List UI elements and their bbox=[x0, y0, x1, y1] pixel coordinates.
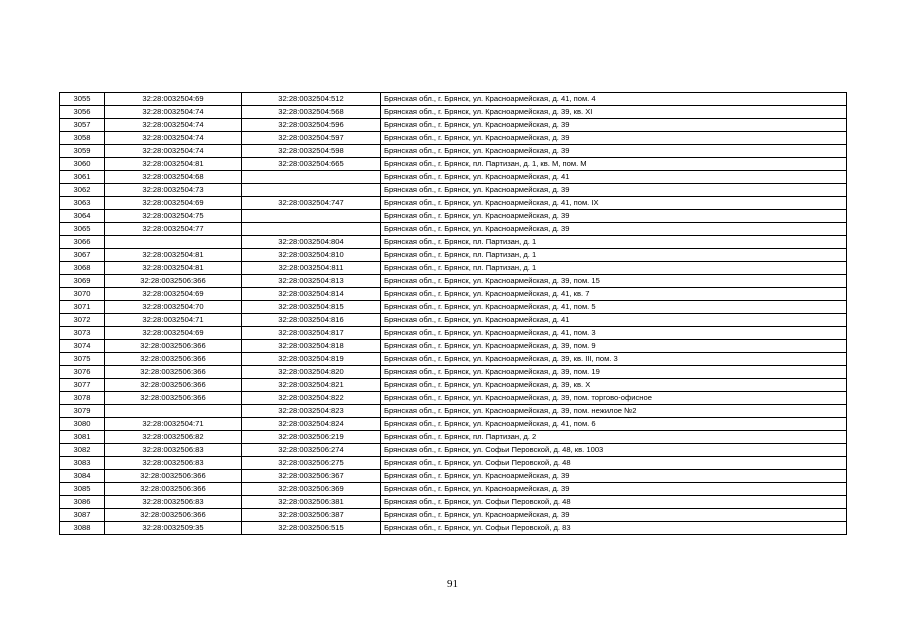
table-row bbox=[60, 509, 847, 522]
row-number-cell: 3080 bbox=[60, 418, 105, 431]
table-row bbox=[60, 119, 847, 132]
address-cell: Брянская обл., г. Брянск, ул. Красноармейская, д. 39 bbox=[381, 132, 847, 145]
row-number-cell: 3086 bbox=[60, 496, 105, 509]
address-cell: Брянская обл., г. Брянск, ул. Красноармейская, д. 41, пом. 5 bbox=[381, 301, 847, 314]
address-cell: Брянская обл., г. Брянск, ул. Красноармейская, д. 39, кв. XI bbox=[381, 106, 847, 119]
object-number-cell: 32:28:0032506:369 bbox=[242, 483, 381, 496]
parcel-number-cell: 32:28:0032504:71 bbox=[105, 314, 242, 327]
parcel-number-cell: 32:28:0032506:366 bbox=[105, 275, 242, 288]
parcel-number-cell: 32:28:0032504:81 bbox=[105, 262, 242, 275]
row-number-cell: 3061 bbox=[60, 171, 105, 184]
row-number-cell: 3060 bbox=[60, 158, 105, 171]
object-number-cell: 32:28:0032504:818 bbox=[242, 340, 381, 353]
row-number-cell: 3077 bbox=[60, 379, 105, 392]
row-number-cell: 3083 bbox=[60, 457, 105, 470]
parcel-number-cell: 32:28:0032509:35 bbox=[105, 522, 242, 535]
object-number-cell: 32:28:0032506:515 bbox=[242, 522, 381, 535]
object-number-cell: 32:28:0032504:597 bbox=[242, 132, 381, 145]
address-cell: Брянская обл., г. Брянск, ул. Красноармейская, д. 41, пом. 4 bbox=[381, 93, 847, 106]
table-row bbox=[60, 132, 847, 145]
row-number-cell: 3067 bbox=[60, 249, 105, 262]
address-cell: Брянская обл., г. Брянск, пл. Партизан, д. 1, кв. М, пом. М bbox=[381, 158, 847, 171]
parcel-number-cell bbox=[105, 236, 242, 249]
table-body bbox=[60, 93, 847, 535]
parcel-number-cell: 32:28:0032504:69 bbox=[105, 93, 242, 106]
object-number-cell: 32:28:0032506:219 bbox=[242, 431, 381, 444]
row-number-cell: 3069 bbox=[60, 275, 105, 288]
row-number-cell: 3072 bbox=[60, 314, 105, 327]
row-number-cell: 3081 bbox=[60, 431, 105, 444]
object-number-cell: 32:28:0032504:804 bbox=[242, 236, 381, 249]
object-number-cell: 32:28:0032504:819 bbox=[242, 353, 381, 366]
object-number-cell: 32:28:0032504:665 bbox=[242, 158, 381, 171]
address-cell: Брянская обл., г. Брянск, ул. Красноармейская, д. 41, пом. IX bbox=[381, 197, 847, 210]
object-number-cell: 32:28:0032506:381 bbox=[242, 496, 381, 509]
object-number-cell bbox=[242, 223, 381, 236]
parcel-number-cell: 32:28:0032504:69 bbox=[105, 197, 242, 210]
object-number-cell: 32:28:0032504:747 bbox=[242, 197, 381, 210]
row-number-cell: 3065 bbox=[60, 223, 105, 236]
object-number-cell: 32:28:0032504:822 bbox=[242, 392, 381, 405]
table-row bbox=[60, 158, 847, 171]
table-row bbox=[60, 418, 847, 431]
address-cell: Брянская обл., г. Брянск, ул. Красноармейская, д. 39 bbox=[381, 470, 847, 483]
parcel-number-cell: 32:28:0032506:83 bbox=[105, 444, 242, 457]
object-number-cell bbox=[242, 171, 381, 184]
parcel-number-cell: 32:28:0032506:83 bbox=[105, 457, 242, 470]
document-table-container bbox=[59, 92, 846, 535]
object-number-cell: 32:28:0032504:512 bbox=[242, 93, 381, 106]
parcel-number-cell: 32:28:0032506:366 bbox=[105, 366, 242, 379]
row-number-cell: 3062 bbox=[60, 184, 105, 197]
parcel-number-cell: 32:28:0032506:366 bbox=[105, 353, 242, 366]
address-cell: Брянская обл., г. Брянск, ул. Красноармейская, д. 39 bbox=[381, 210, 847, 223]
object-number-cell: 32:28:0032506:275 bbox=[242, 457, 381, 470]
parcel-number-cell: 32:28:0032504:71 bbox=[105, 418, 242, 431]
address-cell: Брянская обл., г. Брянск, ул. Красноармейская, д. 39, пом. 9 bbox=[381, 340, 847, 353]
table-row bbox=[60, 314, 847, 327]
parcel-number-cell: 32:28:0032506:366 bbox=[105, 483, 242, 496]
table-row bbox=[60, 483, 847, 496]
row-number-cell: 3073 bbox=[60, 327, 105, 340]
parcel-number-cell: 32:28:0032504:69 bbox=[105, 327, 242, 340]
object-number-cell: 32:28:0032504:813 bbox=[242, 275, 381, 288]
address-cell: Брянская обл., г. Брянск, ул. Красноармейская, д. 41 bbox=[381, 171, 847, 184]
address-cell: Брянская обл., г. Брянск, ул. Софьи Перовской, д. 48 bbox=[381, 457, 847, 470]
row-number-cell: 3063 bbox=[60, 197, 105, 210]
table-row bbox=[60, 223, 847, 236]
address-cell: Брянская обл., г. Брянск, пл. Партизан, д. 1 bbox=[381, 249, 847, 262]
row-number-cell: 3057 bbox=[60, 119, 105, 132]
object-number-cell: 32:28:0032506:367 bbox=[242, 470, 381, 483]
address-cell: Брянская обл., г. Брянск, пл. Партизан, д. 2 bbox=[381, 431, 847, 444]
object-number-cell: 32:28:0032504:817 bbox=[242, 327, 381, 340]
address-cell: Брянская обл., г. Брянск, ул. Красноармейская, д. 39, кв. III, пом. 3 bbox=[381, 353, 847, 366]
address-cell: Брянская обл., г. Брянск, ул. Красноармейская, д. 39, пом. 19 bbox=[381, 366, 847, 379]
address-cell: Брянская обл., г. Брянск, ул. Красноармейская, д. 39 bbox=[381, 184, 847, 197]
row-number-cell: 3074 bbox=[60, 340, 105, 353]
object-number-cell: 32:28:0032504:596 bbox=[242, 119, 381, 132]
table-row bbox=[60, 197, 847, 210]
row-number-cell: 3082 bbox=[60, 444, 105, 457]
row-number-cell: 3058 bbox=[60, 132, 105, 145]
address-cell: Брянская обл., г. Брянск, ул. Красноармейская, д. 39, кв. X bbox=[381, 379, 847, 392]
address-cell: Брянская обл., г. Брянск, ул. Красноармейская, д. 39 bbox=[381, 223, 847, 236]
address-cell: Брянская обл., г. Брянск, ул. Софьи Перовской, д. 48 bbox=[381, 496, 847, 509]
parcel-number-cell: 32:28:0032506:82 bbox=[105, 431, 242, 444]
object-number-cell: 32:28:0032504:598 bbox=[242, 145, 381, 158]
address-cell: Брянская обл., г. Брянск, ул. Красноармейская, д. 39, пом. 15 bbox=[381, 275, 847, 288]
object-number-cell: 32:28:0032504:811 bbox=[242, 262, 381, 275]
parcel-number-cell: 32:28:0032504:74 bbox=[105, 106, 242, 119]
parcel-number-cell: 32:28:0032506:366 bbox=[105, 392, 242, 405]
parcel-number-cell: 32:28:0032504:69 bbox=[105, 288, 242, 301]
table-row bbox=[60, 327, 847, 340]
row-number-cell: 3087 bbox=[60, 509, 105, 522]
parcel-number-cell: 32:28:0032504:75 bbox=[105, 210, 242, 223]
table-row bbox=[60, 431, 847, 444]
parcel-number-cell: 32:28:0032506:83 bbox=[105, 496, 242, 509]
row-number-cell: 3075 bbox=[60, 353, 105, 366]
row-number-cell: 3066 bbox=[60, 236, 105, 249]
page-number: 91 bbox=[447, 578, 458, 590]
row-number-cell: 3071 bbox=[60, 301, 105, 314]
cadastral-table bbox=[59, 92, 847, 535]
object-number-cell: 32:28:0032504:815 bbox=[242, 301, 381, 314]
address-cell: Брянская обл., г. Брянск, ул. Красноармейская, д. 41, кв. 7 bbox=[381, 288, 847, 301]
row-number-cell: 3059 bbox=[60, 145, 105, 158]
table-row bbox=[60, 93, 847, 106]
parcel-number-cell: 32:28:0032506:366 bbox=[105, 509, 242, 522]
address-cell: Брянская обл., г. Брянск, ул. Красноармейская, д. 39, пом. нежилое №2 bbox=[381, 405, 847, 418]
table-row bbox=[60, 353, 847, 366]
parcel-number-cell: 32:28:0032504:74 bbox=[105, 132, 242, 145]
address-cell: Брянская обл., г. Брянск, ул. Красноармейская, д. 41, пом. 6 bbox=[381, 418, 847, 431]
object-number-cell: 32:28:0032504:814 bbox=[242, 288, 381, 301]
table-row bbox=[60, 379, 847, 392]
table-row bbox=[60, 301, 847, 314]
object-number-cell: 32:28:0032504:821 bbox=[242, 379, 381, 392]
parcel-number-cell bbox=[105, 405, 242, 418]
table-row bbox=[60, 171, 847, 184]
table-row bbox=[60, 249, 847, 262]
row-number-cell: 3076 bbox=[60, 366, 105, 379]
row-number-cell: 3064 bbox=[60, 210, 105, 223]
address-cell: Брянская обл., г. Брянск, пл. Партизан, д. 1 bbox=[381, 236, 847, 249]
object-number-cell: 32:28:0032506:274 bbox=[242, 444, 381, 457]
table-row bbox=[60, 470, 847, 483]
address-cell: Брянская обл., г. Брянск, ул. Красноармейская, д. 39 bbox=[381, 483, 847, 496]
object-number-cell: 32:28:0032504:820 bbox=[242, 366, 381, 379]
parcel-number-cell: 32:28:0032504:74 bbox=[105, 119, 242, 132]
parcel-number-cell: 32:28:0032506:366 bbox=[105, 470, 242, 483]
table-row bbox=[60, 392, 847, 405]
address-cell: Брянская обл., г. Брянск, ул. Софьи Перовской, д. 48, кв. 1003 bbox=[381, 444, 847, 457]
parcel-number-cell: 32:28:0032504:74 bbox=[105, 145, 242, 158]
row-number-cell: 3088 bbox=[60, 522, 105, 535]
row-number-cell: 3079 bbox=[60, 405, 105, 418]
table-row bbox=[60, 275, 847, 288]
object-number-cell: 32:28:0032504:816 bbox=[242, 314, 381, 327]
table-row bbox=[60, 184, 847, 197]
parcel-number-cell: 32:28:0032504:68 bbox=[105, 171, 242, 184]
address-cell: Брянская обл., г. Брянск, пл. Партизан, д. 1 bbox=[381, 262, 847, 275]
address-cell: Брянская обл., г. Брянск, ул. Софьи Перовской, д. 83 bbox=[381, 522, 847, 535]
address-cell: Брянская обл., г. Брянск, ул. Красноармейская, д. 39, пом. торгово-офисное bbox=[381, 392, 847, 405]
table-row bbox=[60, 262, 847, 275]
table-row bbox=[60, 366, 847, 379]
table-row bbox=[60, 405, 847, 418]
address-cell: Брянская обл., г. Брянск, ул. Красноармейская, д. 39 bbox=[381, 509, 847, 522]
row-number-cell: 3070 bbox=[60, 288, 105, 301]
parcel-number-cell: 32:28:0032504:73 bbox=[105, 184, 242, 197]
object-number-cell bbox=[242, 184, 381, 197]
parcel-number-cell: 32:28:0032504:81 bbox=[105, 249, 242, 262]
address-cell: Брянская обл., г. Брянск, ул. Красноармейская, д. 41, пом. 3 bbox=[381, 327, 847, 340]
parcel-number-cell: 32:28:0032504:70 bbox=[105, 301, 242, 314]
row-number-cell: 3056 bbox=[60, 106, 105, 119]
table-row bbox=[60, 444, 847, 457]
row-number-cell: 3084 bbox=[60, 470, 105, 483]
parcel-number-cell: 32:28:0032504:77 bbox=[105, 223, 242, 236]
row-number-cell: 3085 bbox=[60, 483, 105, 496]
address-cell: Брянская обл., г. Брянск, ул. Красноармейская, д. 39 bbox=[381, 145, 847, 158]
table-row bbox=[60, 288, 847, 301]
parcel-number-cell: 32:28:0032504:81 bbox=[105, 158, 242, 171]
table-row bbox=[60, 210, 847, 223]
address-cell: Брянская обл., г. Брянск, ул. Красноармейская, д. 41 bbox=[381, 314, 847, 327]
table-row bbox=[60, 340, 847, 353]
parcel-number-cell: 32:28:0032506:366 bbox=[105, 379, 242, 392]
row-number-cell: 3068 bbox=[60, 262, 105, 275]
address-cell: Брянская обл., г. Брянск, ул. Красноармейская, д. 39 bbox=[381, 119, 847, 132]
table-row bbox=[60, 236, 847, 249]
object-number-cell: 32:28:0032504:810 bbox=[242, 249, 381, 262]
object-number-cell bbox=[242, 210, 381, 223]
table-row bbox=[60, 496, 847, 509]
table-row bbox=[60, 145, 847, 158]
object-number-cell: 32:28:0032504:824 bbox=[242, 418, 381, 431]
row-number-cell: 3055 bbox=[60, 93, 105, 106]
object-number-cell: 32:28:0032504:568 bbox=[242, 106, 381, 119]
parcel-number-cell: 32:28:0032506:366 bbox=[105, 340, 242, 353]
object-number-cell: 32:28:0032506:387 bbox=[242, 509, 381, 522]
table-row bbox=[60, 106, 847, 119]
table-row bbox=[60, 522, 847, 535]
row-number-cell: 3078 bbox=[60, 392, 105, 405]
object-number-cell: 32:28:0032504:823 bbox=[242, 405, 381, 418]
table-row bbox=[60, 457, 847, 470]
